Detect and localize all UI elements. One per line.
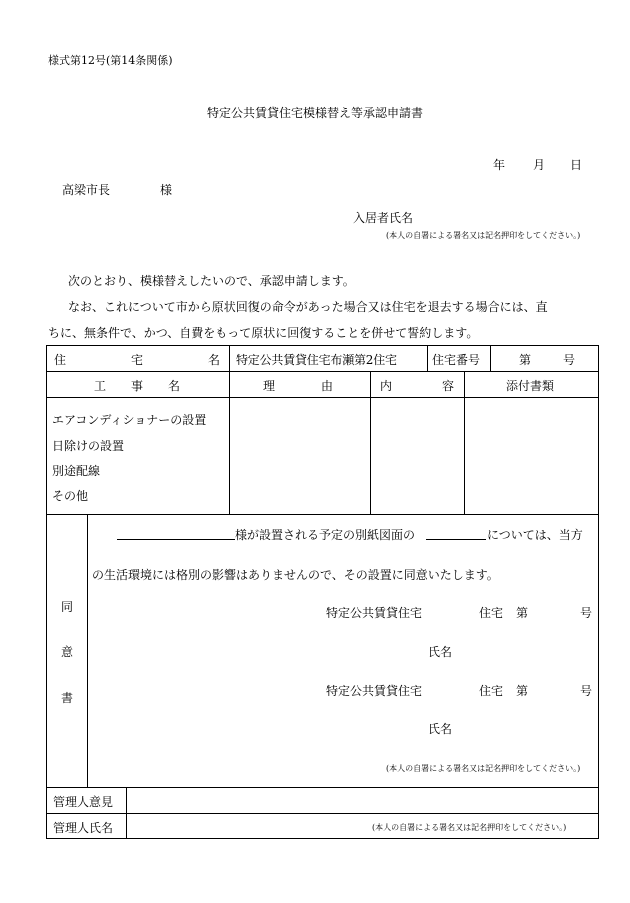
housing-number-go: 号 — [562, 353, 575, 367]
page-title: 特定公共賃貸住宅模様替え等承認申請書 — [206, 106, 423, 120]
table-rule — [46, 371, 599, 372]
table-rule — [87, 514, 88, 787]
consent-text-mid: 様が設置される予定の別紙図面の — [235, 528, 416, 542]
header-reason — [263, 377, 333, 394]
manager-note: (本人の自署による署名又は記名押印をしてください。) — [372, 823, 567, 832]
table-rule — [46, 514, 599, 515]
table-rule — [46, 813, 599, 814]
header-char: 容 — [441, 379, 454, 393]
signer-2-name-label: 氏名 — [428, 722, 453, 736]
table-rule — [427, 345, 428, 371]
consent-side-label: 書 — [61, 691, 74, 705]
body-line-3: ちに、無条件で、かつ、自費をもって原状に回復することを併せて誓約します。 — [48, 326, 479, 340]
header-char: 工 — [94, 379, 107, 393]
date-year: 年 — [493, 158, 506, 172]
header-content — [380, 377, 454, 394]
housing-number-dai: 第 — [519, 353, 532, 367]
housing-name-label — [54, 351, 220, 368]
manager-name-label: 管理人氏名 — [53, 821, 114, 835]
header-char: 事 — [130, 379, 143, 393]
body-line-2: なお、これについて市から原状回復の命令があった場合又は住宅を退去する場合には、直 — [68, 300, 548, 314]
work-item: その他 — [52, 489, 89, 503]
signer-1-housing: 特定公共賃貸住宅 — [326, 606, 423, 620]
signer-2-dai: 第 — [516, 684, 529, 698]
table-rule — [370, 371, 371, 514]
housing-name-label-char: 住 — [54, 353, 67, 367]
signer-1-house: 住宅 — [479, 606, 504, 620]
date-day: 日 — [570, 158, 583, 172]
signer-1-go: 号 — [580, 606, 593, 620]
body-line-1: 次のとおり、模様替えしたいので、承認申請します。 — [68, 274, 355, 288]
applicant-note: (本人の自署による署名又は記名押印をしてください。) — [386, 231, 581, 240]
consent-side-label: 同 — [61, 600, 74, 614]
addressee-name: 高梁市長 — [62, 183, 111, 197]
header-attachments: 添付書類 — [506, 379, 555, 393]
table-rule — [46, 397, 599, 398]
signer-2-housing: 特定公共賃貸住宅 — [326, 684, 423, 698]
header-char: 理 — [263, 379, 276, 393]
applicant-name-label: 入居者氏名 — [353, 211, 414, 225]
drawing-item-blank — [426, 539, 486, 540]
table-rule — [490, 345, 491, 371]
consent-text-2: の生活環境には格別の影響はありませんので、その設置に同意いたします。 — [92, 568, 499, 582]
signer-1-name-label: 氏名 — [428, 645, 453, 659]
manager-opinion-label: 管理人意見 — [53, 795, 114, 809]
consent-side-label: 意 — [61, 645, 74, 659]
header-char: 内 — [380, 379, 393, 393]
table-rule — [126, 787, 127, 839]
housing-name-value: 特定公共賃貸住宅布瀬第2住宅 — [236, 353, 397, 367]
date-month: 月 — [533, 158, 546, 172]
addressee-honorific: 様 — [160, 183, 173, 197]
work-item: 別途配線 — [52, 464, 101, 478]
work-item: エアコンディショナーの設置 — [52, 413, 207, 427]
housing-name-label-char: 宅 — [130, 353, 143, 367]
housing-number-value — [519, 351, 575, 368]
housing-number-label: 住宅番号 — [432, 353, 481, 367]
signer-2-go: 号 — [580, 684, 593, 698]
header-char: 名 — [167, 379, 180, 393]
form-number: 様式第12号(第14条関係) — [48, 54, 173, 67]
table-rule — [46, 787, 599, 788]
consenter-blank — [117, 539, 235, 540]
table-rule — [229, 345, 230, 514]
signer-2-house: 住宅 — [479, 684, 504, 698]
consent-note: (本人の自署による署名又は記名押印をしてください。) — [386, 764, 581, 773]
signer-1-dai: 第 — [516, 606, 529, 620]
header-work-name — [94, 377, 180, 394]
housing-name-label-char: 名 — [207, 353, 220, 367]
consent-text-end: については、当方 — [487, 528, 583, 542]
work-item: 日除けの設置 — [52, 439, 125, 453]
table-rule — [464, 371, 465, 514]
header-char: 由 — [320, 379, 333, 393]
